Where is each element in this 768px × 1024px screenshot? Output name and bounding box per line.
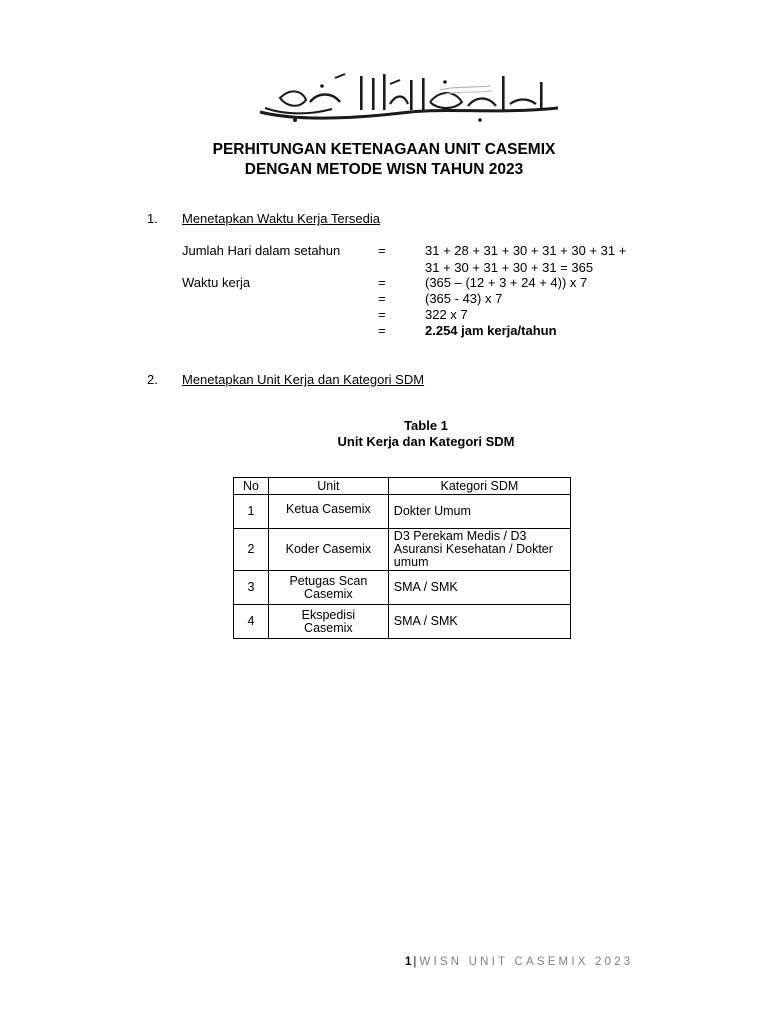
cell-no: 4 [234, 605, 269, 639]
calc-result: 2.254 jam kerja/tahun [425, 323, 557, 338]
section2-heading: Menetapkan Unit Kerja dan Kategori SDM [182, 372, 425, 387]
table-header-unit: Unit [268, 478, 388, 495]
calc-equals: = [378, 275, 386, 290]
section2-number: 2. [147, 372, 158, 387]
calc-label: Jumlah Hari dalam setahun [182, 243, 341, 258]
calc-equals: = [378, 307, 386, 322]
table-header-kategori: Kategori SDM [388, 478, 570, 495]
calc-value: 322 x 7 [425, 307, 468, 322]
cell-kategori: Dokter Umum [388, 495, 570, 529]
cell-unit: Petugas Scan Casemix [268, 571, 388, 605]
table-header-no: No [234, 478, 269, 495]
page-number: 1 [405, 956, 412, 968]
cell-kategori: SMA / SMK [388, 605, 570, 639]
sdm-table [233, 477, 571, 639]
section1-heading: Menetapkan Waktu Kerja Tersedia [182, 211, 380, 226]
calc-equals: = [378, 291, 386, 306]
cell-kategori: D3 Perekam Medis / D3 Asuransi Kesehatan / Dokter umum [388, 529, 570, 571]
cell-no: 2 [234, 529, 269, 571]
cell-kategori: SMA / SMK [388, 571, 570, 605]
cell-unit: Koder Casemix [268, 529, 388, 571]
cell-no: 1 [234, 495, 269, 529]
calc-equals: = [378, 243, 386, 258]
table-caption: Table 1 [404, 418, 448, 433]
basmala-calligraphy-icon [240, 68, 570, 130]
calc-value: (365 - 43) x 7 [425, 291, 503, 306]
footer-separator: | [413, 956, 417, 968]
cell-unit: Ekspedisi Casemix [268, 605, 388, 639]
table-row [234, 529, 571, 571]
table-header-row [234, 478, 571, 495]
footer-text: WISN UNIT CASEMIX 2023 [419, 956, 634, 968]
calc-equals: = [378, 323, 386, 338]
page-footer [405, 956, 633, 968]
table-row [234, 571, 571, 605]
calc-value: 31 + 28 + 31 + 30 + 31 + 30 + 31 + [425, 243, 627, 258]
calc-label: Waktu kerja [182, 275, 251, 290]
document-title-line1: PERHITUNGAN KETENAGAAN UNIT CASEMIX [212, 141, 556, 158]
table-row [234, 495, 571, 529]
section1-number: 1. [147, 211, 158, 226]
calc-value: (365 – (12 + 3 + 24 + 4)) x 7 [425, 275, 588, 290]
calc-value: 31 + 30 + 31 + 30 + 31 = 365 [425, 260, 594, 275]
cell-unit: Ketua Casemix [268, 495, 388, 529]
cell-no: 3 [234, 571, 269, 605]
table-subcaption: Unit Kerja dan Kategori SDM [337, 434, 515, 449]
table-row [234, 605, 571, 639]
document-title-line2: DENGAN METODE WISN TAHUN 2023 [244, 161, 524, 178]
